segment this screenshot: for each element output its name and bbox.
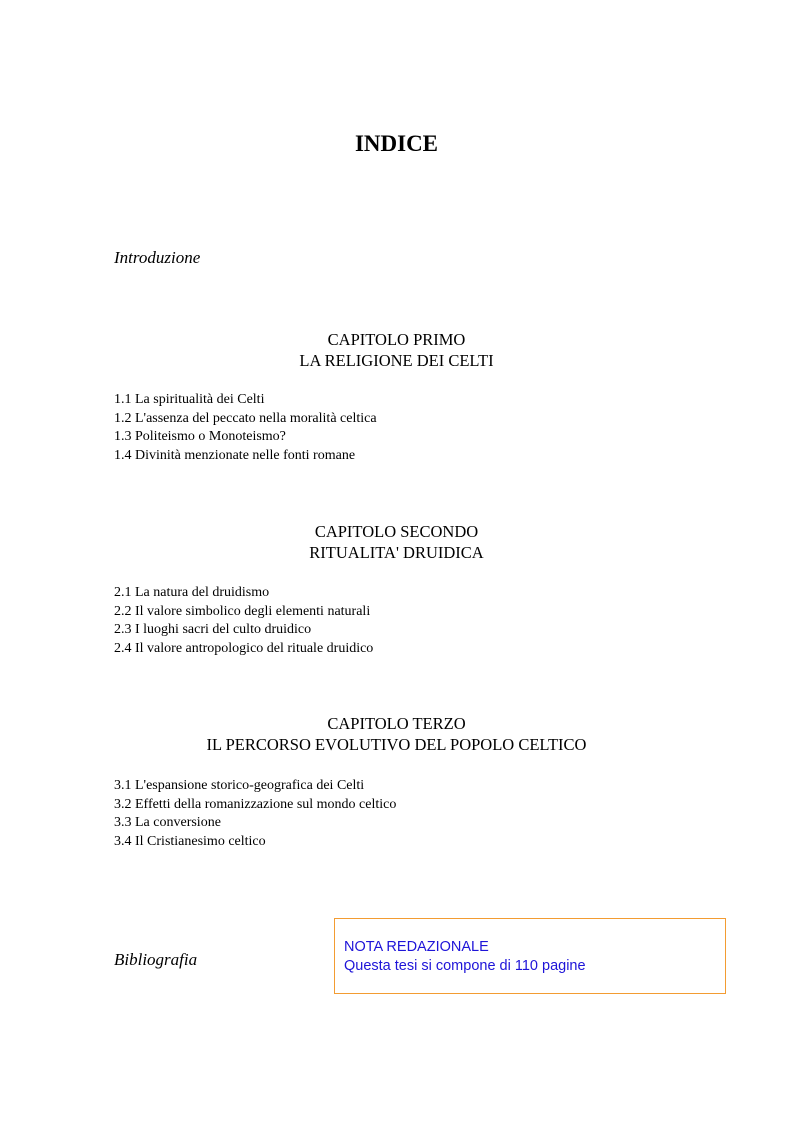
chapter-1-heading-block [0,329,793,371]
chapter-3-heading-block [0,713,793,755]
toc-section-1-2: 1.2 L'assenza del peccato nella moralità celtica [114,410,377,426]
chapter-2-subtitle: RITUALITA' DRUIDICA [309,543,484,562]
toc-section-2-4: 2.4 Il valore antropologico del rituale druidico [114,640,374,656]
chapter-2-heading-block [0,521,793,563]
toc-section-1-1: 1.1 La spiritualità dei Celti [114,392,265,407]
toc-section-1-4: 1.4 Divinità menzionate nelle fonti romane [114,447,356,463]
chapter-3-subtitle: IL PERCORSO EVOLUTIVO DEL POPOLO CELTICO [206,735,587,754]
chapter-3-heading: CAPITOLO TERZO [327,714,466,733]
toc-bibliography: Bibliografia [114,950,198,969]
chapter-1-heading: CAPITOLO PRIMO [327,330,466,349]
page-title: INDICE [354,131,439,156]
editorial-note-box [334,918,726,994]
toc-section-2-1: 2.1 La natura del druidismo [114,585,270,600]
toc-introduction: Introduzione [114,248,201,267]
toc-section-3-4: 3.4 Il Cristianesimo celtico [114,833,266,849]
chapter-1-section-list [114,391,377,465]
toc-section-2-3: 2.3 I luoghi sacri del culto druidico [114,622,312,637]
chapter-2-heading: CAPITOLO SECONDO [314,522,479,541]
toc-section-2-2: 2.2 Il valore simbolico degli elementi naturali [114,603,371,619]
chapter-1-subtitle: LA RELIGIONE DEI CELTI [299,351,494,370]
chapter-2-section-list [114,584,373,658]
toc-section-1-3: 1.3 Politeismo o Monoteismo? [114,429,286,444]
editorial-note-heading: NOTA REDAZIONALE [344,939,489,955]
editorial-note-text: Questa tesi si compone di 110 pagine [344,958,586,974]
toc-section-3-2: 3.2 Effetti della romanizzazione sul mondo celtico [114,796,397,812]
toc-section-3-1: 3.1 L'espansione storico-geografica dei Celti [114,778,365,793]
chapter-3-section-list [114,777,396,851]
toc-section-3-3: 3.3 La conversione [114,815,221,830]
